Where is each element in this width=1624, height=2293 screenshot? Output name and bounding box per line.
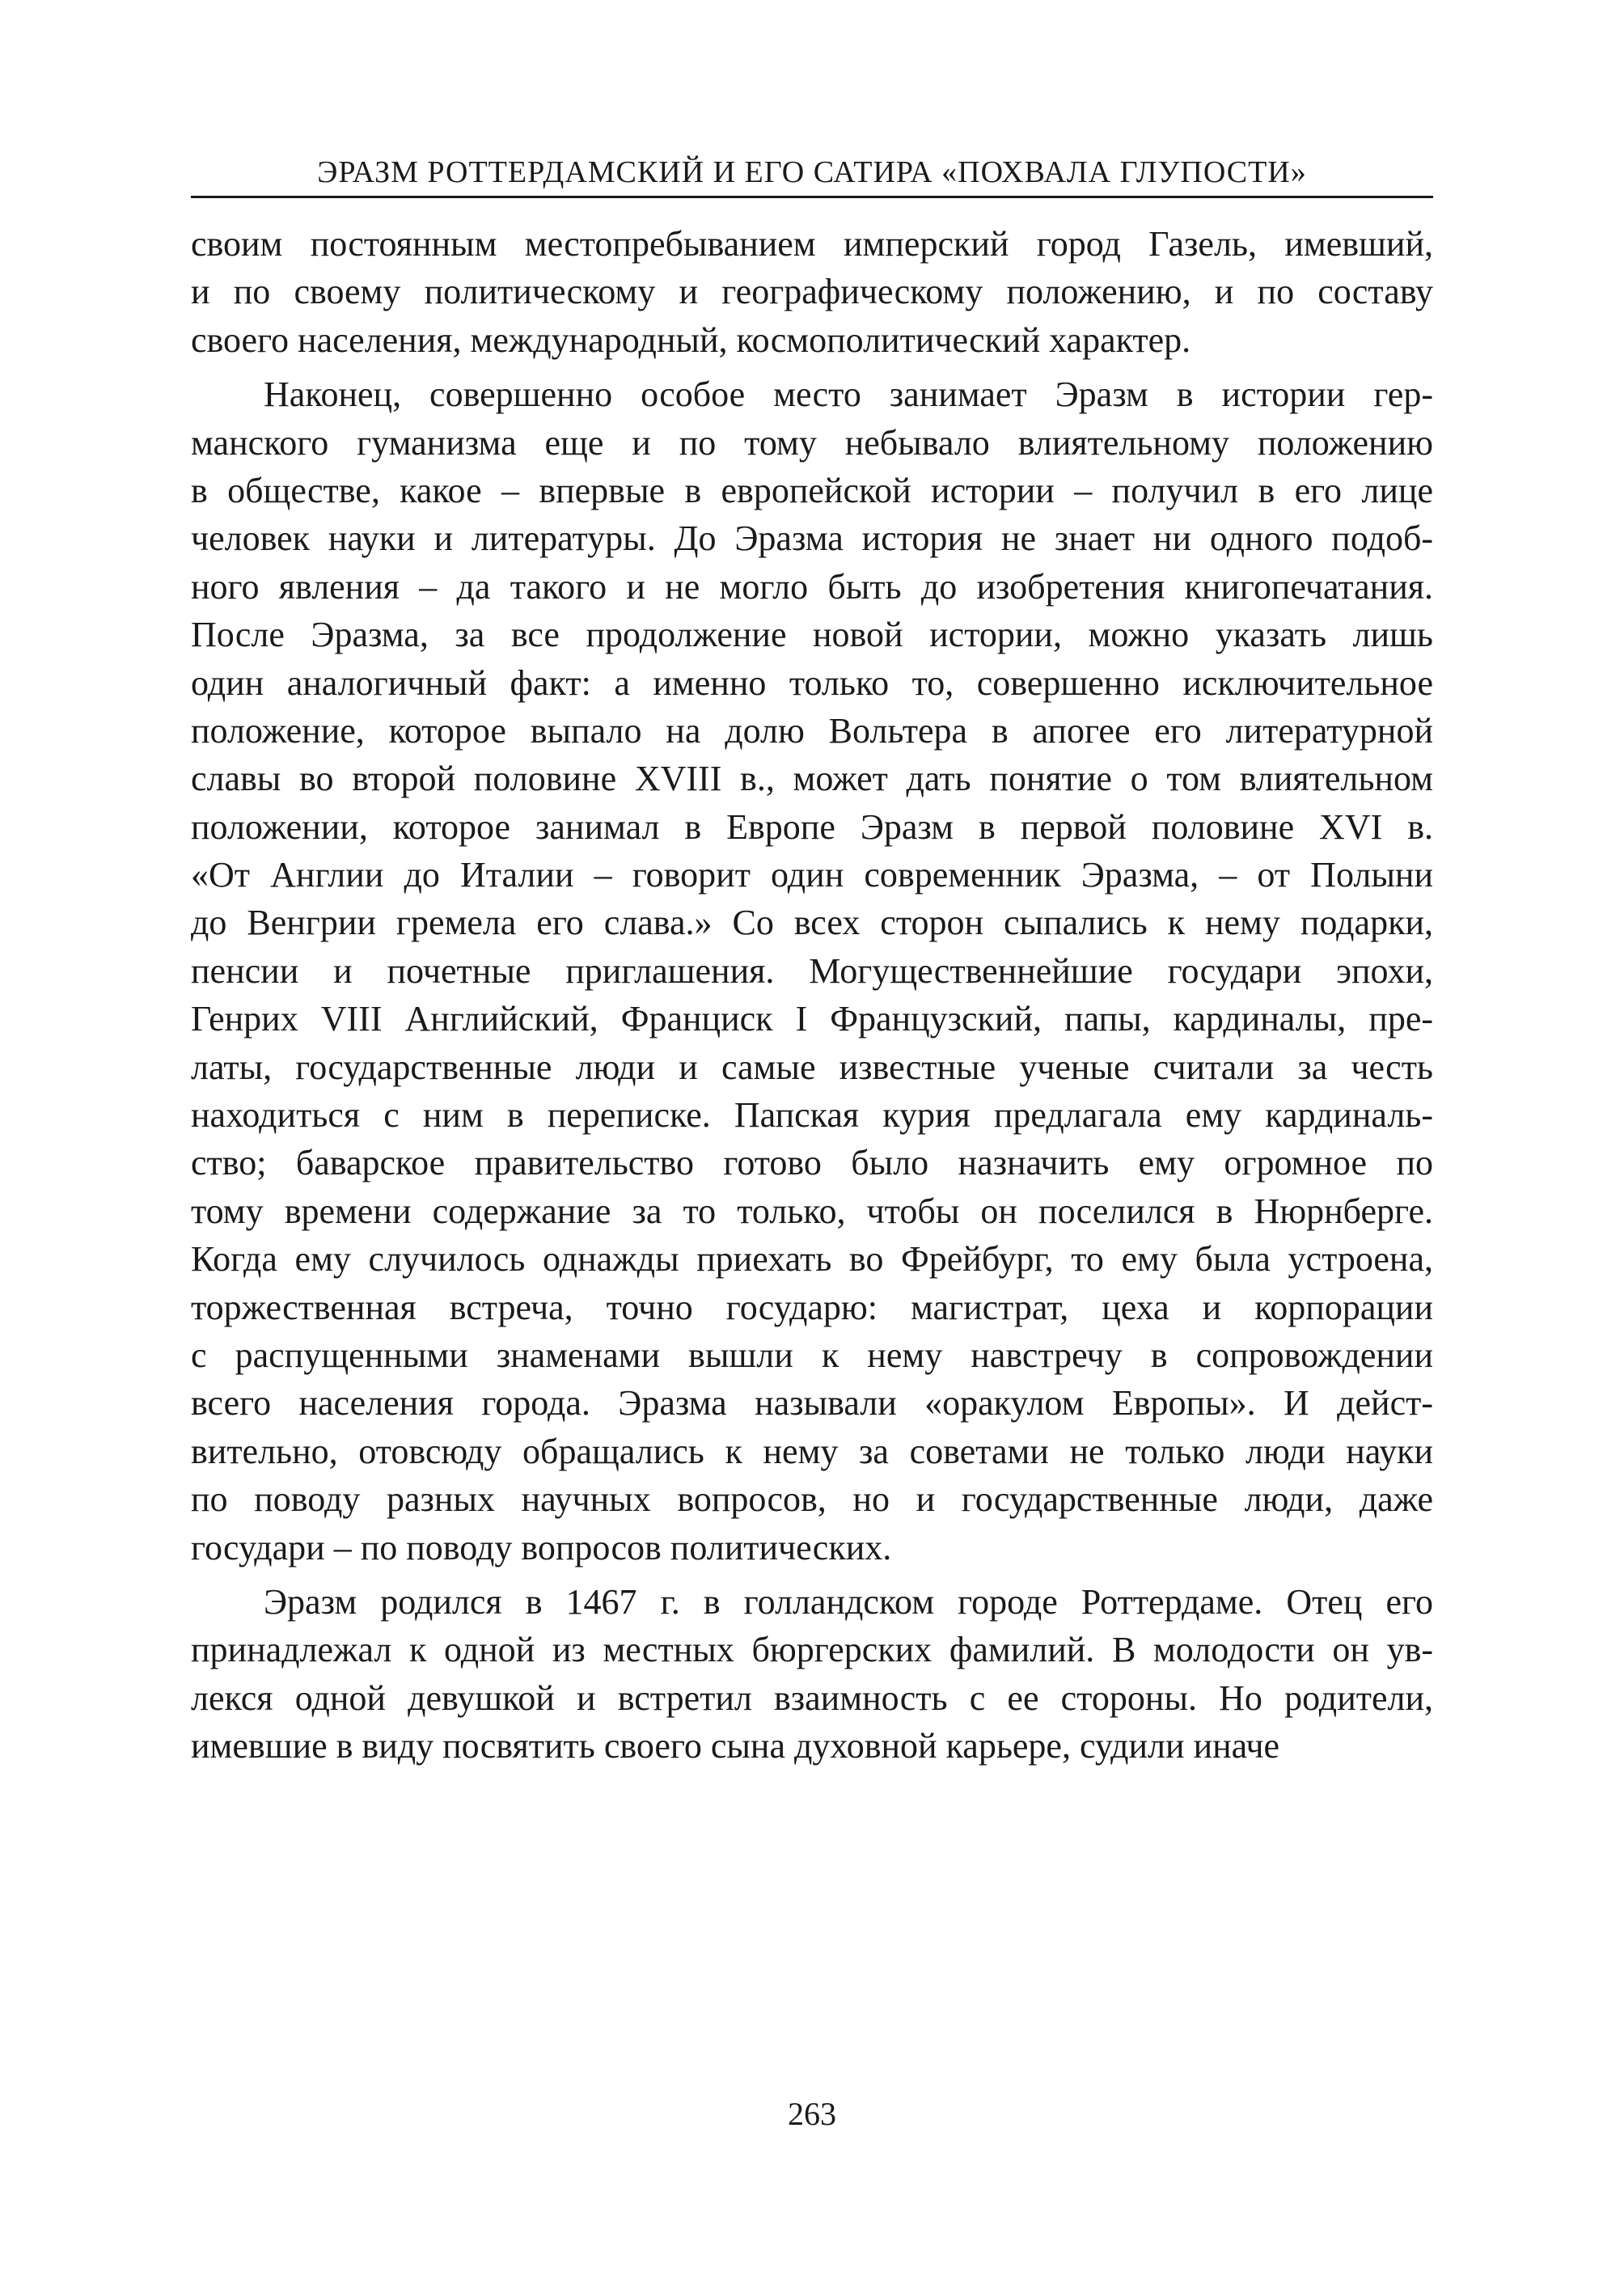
- text-line: После Эразма, за все продолжение новой истории, можно указать лишь: [191, 615, 1433, 655]
- running-header: ЭРАЗМ РОТТЕРДАМСКИЙ И ЕГО САТИРА «ПОХВАЛА ГЛУПОСТИ»: [317, 155, 1307, 189]
- text-line: и по своему политическому и географическому положению, и по составу: [191, 272, 1433, 312]
- text-line: с распущенными знаменами вышли к нему навстречу в сопровождении: [191, 1335, 1433, 1375]
- text-line: торжественная встреча, точно государю: магистрат, цеха и корпорации: [191, 1287, 1433, 1327]
- paragraph: [191, 1578, 1433, 1771]
- text-line: своего населения, международный, космополитический характер.: [191, 319, 1191, 360]
- text-line: тому времени содержание за то только, чтобы он поселился в Нюрнберге.: [191, 1191, 1433, 1231]
- text-line: лекся одной девушкой и встретил взаимность с ее стороны. Но родители,: [191, 1677, 1433, 1718]
- text-line: до Венгрии гремела его слава.» Со всех сторон сыпались к нему подарки,: [191, 903, 1433, 943]
- text-line: государи – по поводу вопросов политических.: [191, 1527, 892, 1567]
- text-line: Генрих VIII Английский, Франциск I Французский, папы, кардиналы, пре-: [191, 999, 1433, 1039]
- header-rule: [191, 196, 1433, 198]
- text-line: латы, государственные люди и самые известные ученые считали за честь: [191, 1047, 1433, 1087]
- text-line: вительно, отовсюду обращались к нему за советами не только люди науки: [191, 1431, 1433, 1471]
- text-line: манского гуманизма еще и по тому небывало влиятельному положению: [191, 422, 1433, 463]
- text-line: имевшие в виду посвятить своего сына духовной карьере, судили иначе: [191, 1726, 1280, 1766]
- text-line: Когда ему случилось однажды приехать во Фрейбург, то ему была устроена,: [191, 1239, 1433, 1280]
- text-line: положении, которое занимал в Европе Эразм в первой половине XVI в.: [191, 806, 1433, 847]
- text-line: «От Англии до Италии – говорит один современник Эразма, – от Полыни: [191, 855, 1433, 895]
- text-line: ство; баварское правительство готово было назначить ему огромное по: [191, 1143, 1433, 1183]
- text-line: в обществе, какое – впервые в европейской истории – получил в его лице: [191, 470, 1433, 510]
- text-line: человек науки и литературы. До Эразма история не знает ни одного подоб-: [191, 518, 1433, 559]
- text-line: своим постоянным местопребыванием имперский город Газель, имевший,: [191, 224, 1433, 264]
- text-line: Эразм родился в 1467 г. в голландском городе Роттердаме. Отец его: [264, 1581, 1433, 1622]
- text-line: принадлежал к одной из местных бюргерских фамилий. В молодости он ув-: [191, 1630, 1433, 1670]
- text-line: по поводу разных научных вопросов, но и государственные люди, даже: [191, 1479, 1433, 1520]
- paragraph: [191, 370, 1433, 1572]
- page-number: 263: [788, 2096, 836, 2132]
- text-line: ного явления – да такого и не могло быть до изобретения книгопечатания.: [191, 566, 1433, 607]
- text-line: пенсии и почетные приглашения. Могущественнейшие государи эпохи,: [191, 950, 1433, 991]
- body-text: [191, 220, 1433, 1777]
- text-line: положение, которое выпало на долю Вольтера в апогее его литературной: [191, 710, 1433, 751]
- text-line: Наконец, совершенно особое место занимает Эразм в истории гер-: [264, 374, 1433, 415]
- text-line: один аналогичный факт: а именно только то, совершенно исключительное: [191, 662, 1433, 703]
- paragraph: [191, 220, 1433, 364]
- text-line: славы во второй половине XVIII в., может дать понятие о том влиятельном: [191, 759, 1433, 799]
- text-line: всего населения города. Эразма называли «оракулом Европы». И дейст-: [191, 1383, 1433, 1424]
- text-line: находиться с ним в переписке. Папская курия предлагала ему кардиналь-: [191, 1095, 1433, 1136]
